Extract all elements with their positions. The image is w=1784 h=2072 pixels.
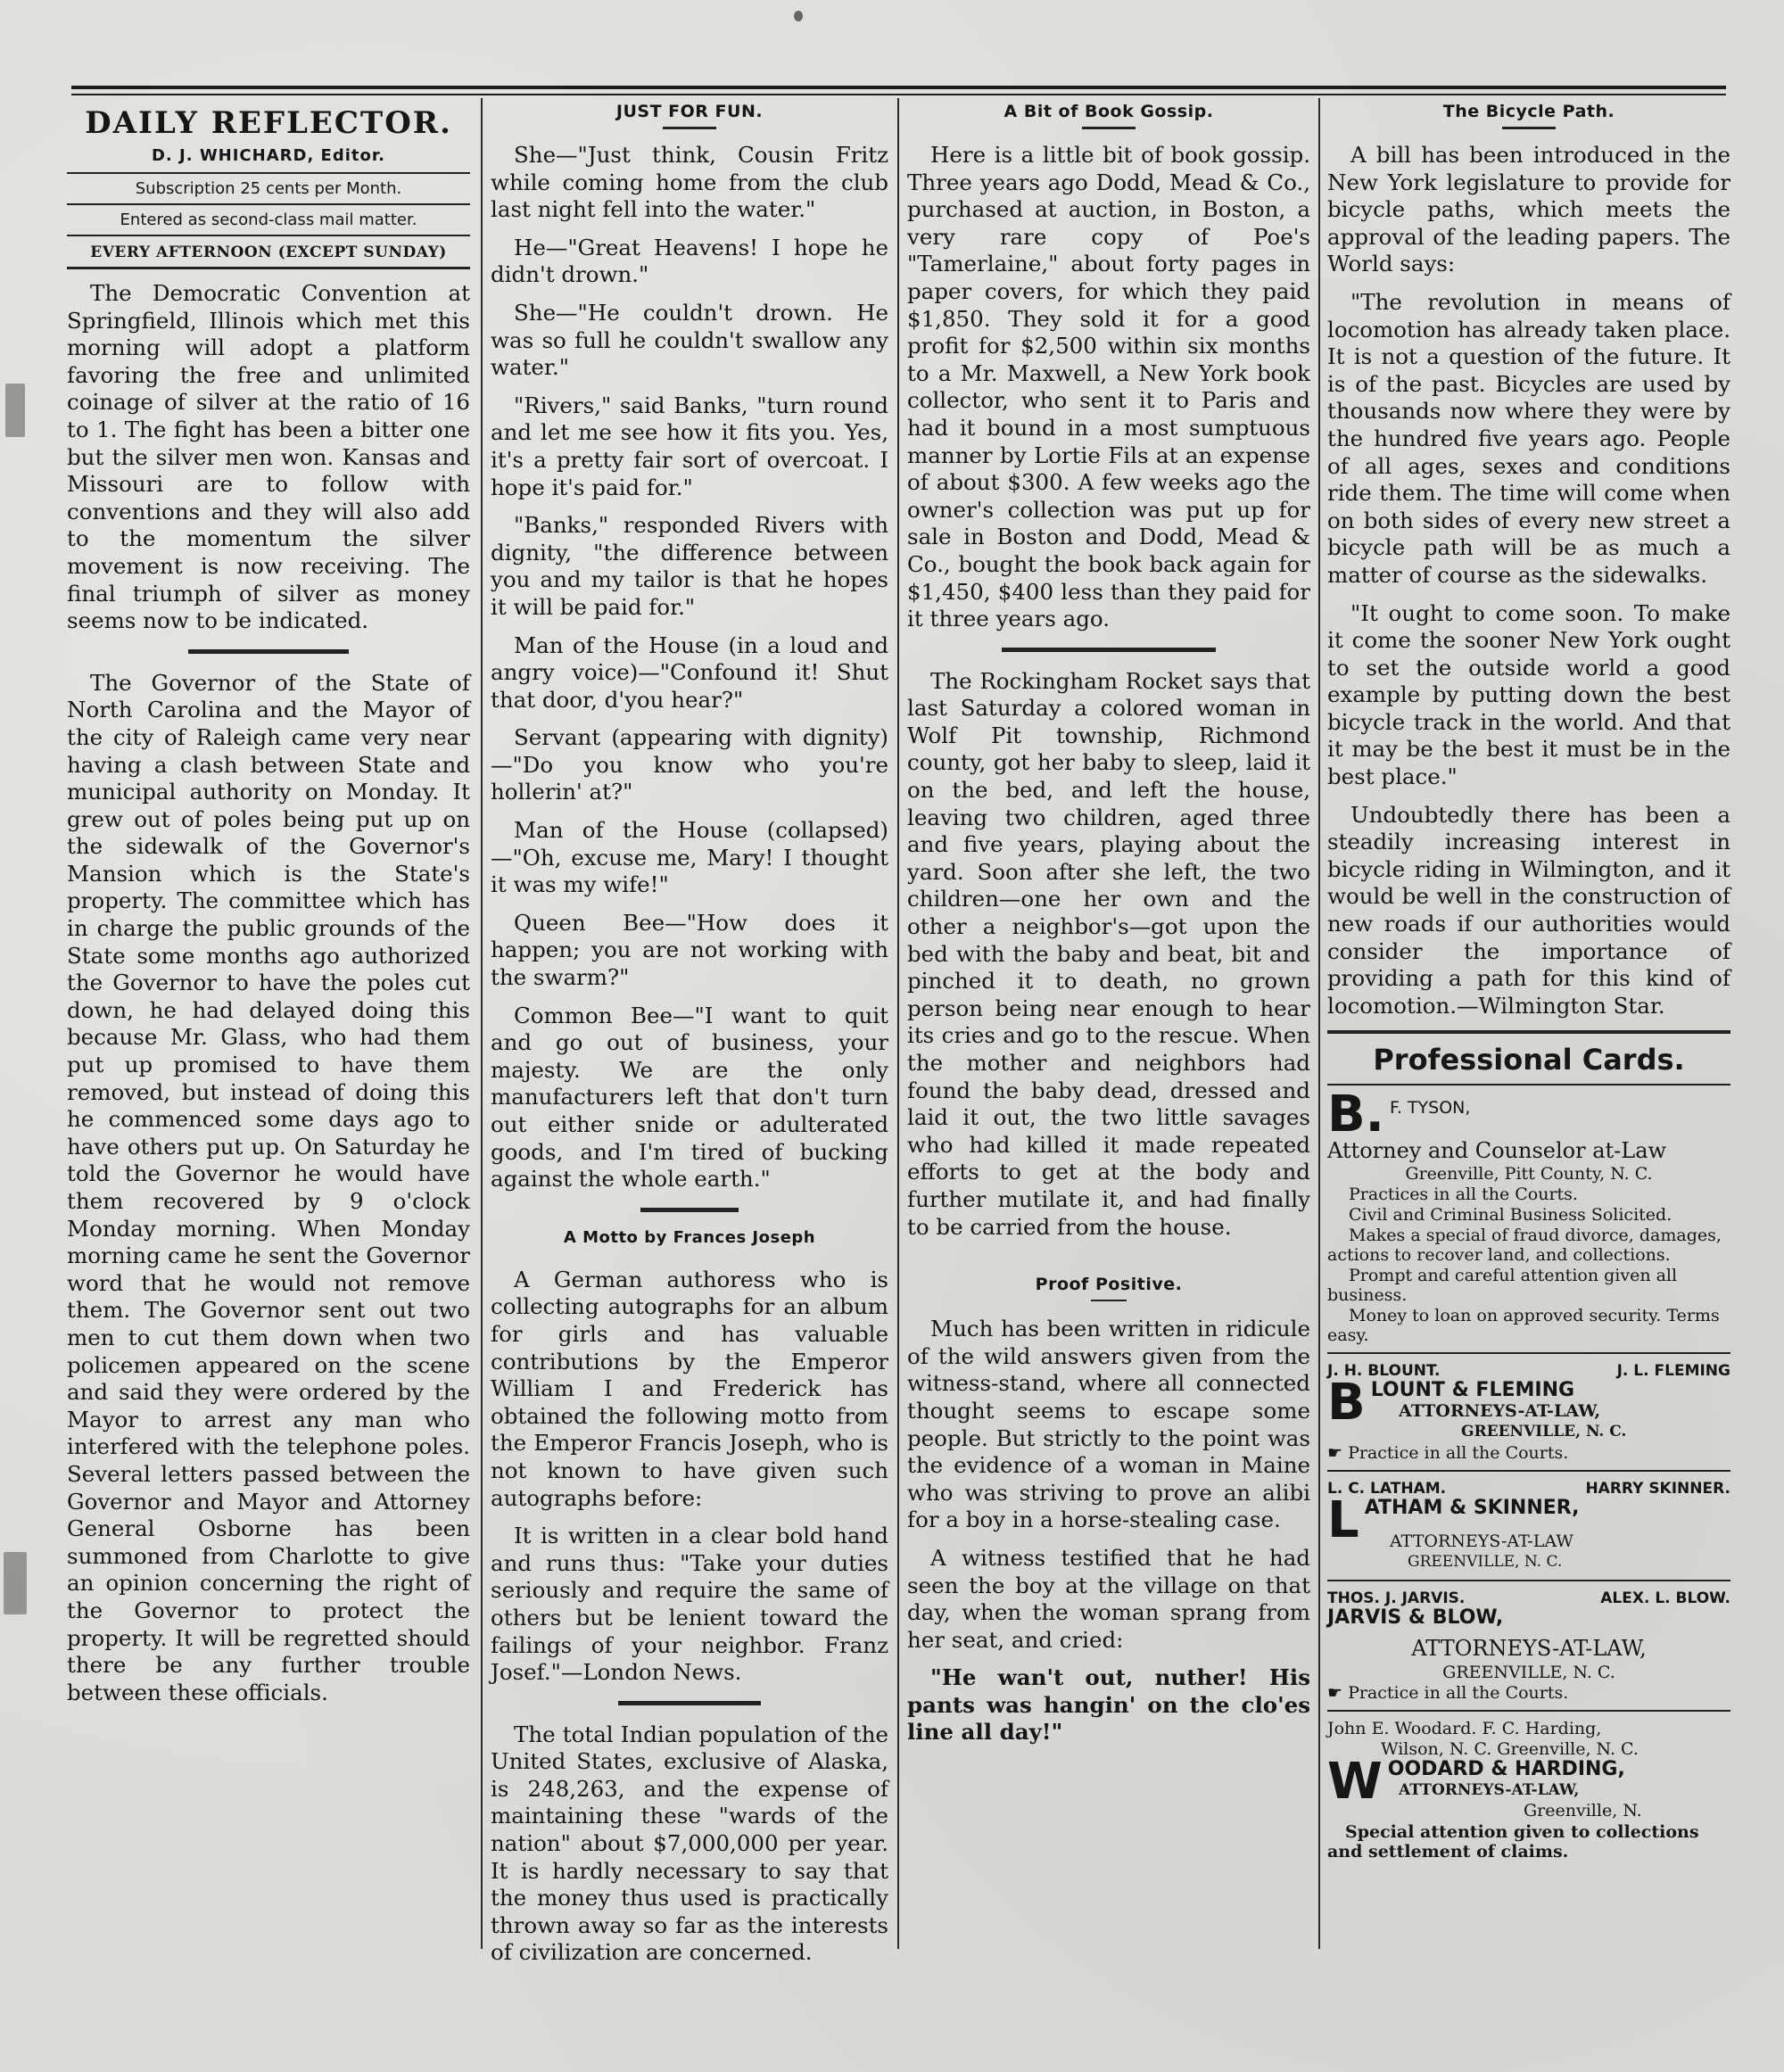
drop-initial: B [1327,1374,1366,1432]
column-4 [1327,98,1730,1862]
card-title: Attorney and Counselor at-Law [1327,1138,1667,1164]
article-indian-population: The total Indian population of the United States, exclusive of Alaska, is 248,263, and the expense of maintaining these "wards of the nation" about $7,000,000 per year. It is hardly necessary to say that the money thus used is practically thrown away so far as the interests of civilization are concerned. [491,1721,888,1966]
heading-rule [663,127,716,129]
card-partner: THOS. J. JARVIS. [1327,1589,1466,1608]
section-rule [1327,1030,1730,1034]
heading-just-for-fun: JUST FOR FUN. [615,102,764,121]
card-firm: LOUNT & FLEMING [1370,1379,1575,1402]
article-motto: A German authoress who is collecting autographs for an album for girls and has valuable contributions by the Emperor William I and Frederick has obtained the following motto from the Emperor Francis Joseph, who is not known to have given such autographs before: [491,1266,888,1511]
card-place: Greenville, N. [1524,1801,1642,1821]
card-line: Money to loan on approved security. Terms easy. [1327,1306,1720,1346]
card-place: GREENVILLE, N. C. [1442,1663,1615,1683]
column-divider [1318,98,1320,1949]
joke-paragraph: "Rivers," said Banks, "turn round and let me see how it fits you. Yes, it's a pretty fair sort of overcoat. I hope it's paid for." [491,392,888,500]
heading-motto: A Motto by Frances Joseph [563,1227,816,1247]
article-governor-mayor: The Governor of the State of North Carolina and the Mayor of the city of Raleigh came very near having a clash between State and municipal authority on Monday. It grew out of poles being put up on the sidewalk of the Governor's Mansion which is the State's property. The committee which has in charge the public grounds of the State some months ago authorized the Governor to have the poles cut down, he had delayed doing this because Mr. Glass, who had them put up promised to have them removed, but instead of doing this he commenced some days ago to have others put up. On Saturday he told the Governor he would have them recovered by 9 o'clock Monday morning. When Monday morning came he sent the Governor word that he would not remove them. The Governor sent out two men to cut them down when two policemen appeared on the scene and said they were ordered by the Mayor to arrest any man who interfered with the telephone poles. Several letters passed between the Governor and Mayor and Attorney General Osborne has been summoned from Charlotte to give an opinion concerning the right of the Governor to protect the property. It will be regretted should there be any further trouble between these officials. [67,669,470,1705]
card-name: F. TYSON, [1389,1098,1471,1119]
joke-paragraph: "Banks," responded Rivers with dignity, "the difference between you and my tailor is that he hopes it will be paid for." [491,512,888,620]
article-proof-positive: A witness testified that he had seen the boy at the village on that day, when the woman sprang from her seat, and cried: [907,1544,1310,1653]
card-rule [1327,1710,1730,1712]
heading-rule [1502,127,1556,129]
top-rule [71,86,1726,89]
card-partners: John E. Woodard. F. C. Harding, [1327,1719,1602,1739]
card-firm: JARVIS & BLOW, [1327,1606,1504,1630]
card-title: ATTORNEYS-AT-LAW, [1399,1781,1580,1800]
heading-rule [1091,1300,1127,1301]
joke-paragraph: She—"He couldn't drown. He was so full he couldn't swallow any water." [491,299,888,381]
card-firm: ATHAM & SKINNER, [1364,1497,1580,1520]
card-woodard-harding [1327,1719,1730,1861]
heading-book-gossip: A Bit of Book Gossip. [1004,102,1214,121]
card-title: ATTORNEYS-AT-LAW [1390,1531,1573,1552]
card-partners [1327,1361,1730,1381]
article-rockingham-rocket: The Rockingham Rocket says that last Saturday a colored woman in Wolf Pit township, Richmond county, got her baby to sleep, laid it on the bed, and left the house, leaving two children, aged three and five years, playing about the yard. Soon after she left, the two children—one her own and the other a neighbor's—got upon the bed with the baby and beat, bit and pinched it to death, no grown person being near enough to hear its cries and go to the rescue. When the mother and neighbors had found the baby dead, dressed and laid it out, the two little savages who had killed it made repeated efforts to get at the body and further mutilate it, and had finally to be carried from the house. [907,667,1310,1240]
article-bicycle-path: Undoubtedly there has been a steadily increasing interest in bicycle riding in Wilmington, and it would be well in the construction of new roads if our authorities would consider the importance of providing a path for this kind of locomotion.—Wilmington Star. [1327,801,1730,1019]
card-note: ☛ Practice in all the Courts. [1327,1683,1569,1704]
card-firm: OODARD & HARDING, [1387,1758,1625,1781]
article-motto-quote: It is written in a clear bold hand and runs thus: "Take your duties seriously and require the same of others but be lenient toward the failings of your neighbor. Franz Josef."—London News. [491,1523,888,1686]
article-silver-convention: The Democratic Convention at Springfield, Illinois which met this morning will adopt a platform favoring the free and unlimited coinage of silver at the ratio of 16 to 1. The fight has been a bitter one but the silver men won. Kansas and Missouri are to follow with conventions and they will also add to the momentum the silver movement is now receiving. The final triumph of silver as money seems now to be indicated. [67,280,470,634]
article-proof-positive-quote: "He wan't out, nuther! His pants was hangin' on the clo'es line all day!" [907,1664,1310,1746]
column-2 [491,98,888,1977]
column-3 [907,98,1310,1757]
heading-proof-positive: Proof Positive. [1035,1275,1183,1295]
card-latham-skinner [1327,1479,1730,1573]
card-partner: HARRY SKINNER. [1585,1480,1730,1498]
masthead-title: DAILY REFLECTOR. [85,105,452,141]
card-line: Civil and Criminal Business Solicited. [1349,1205,1672,1226]
joke-paragraph: He—"Great Heavens! I hope he didn't drown." [491,234,888,288]
section-separator [618,1701,761,1705]
column-divider [897,98,899,1949]
card-jarvis-blow [1327,1589,1730,1703]
top-rule-thin [71,94,1726,95]
card-rule [1327,1580,1730,1581]
card-rule [1327,1352,1730,1354]
card-place: GREENVILLE, N. C. [1461,1423,1627,1441]
card-rule [1327,1470,1730,1472]
card-partners [1327,1479,1730,1498]
drop-initial: B. [1327,1086,1384,1144]
card-partner: ALEX. L. BLOW. [1600,1589,1730,1608]
article-proof-positive: Much has been written in ridicule of the wild answers given from the witness-stand, where all connected thought seems to escape some people. But strictly to the point was the evidence of a woman in Maine who was striving to prove an alibi for a boy in a horse-stealing case. [907,1316,1310,1533]
column-1 [67,98,470,1717]
heading-rule [1082,127,1136,129]
professional-cards-heading: Professional Cards. [1373,1043,1685,1077]
masthead-entered: Entered as second-class mail matter. [120,211,417,229]
section-separator [640,1208,739,1212]
article-bicycle-path: "It ought to come soon. To make it come the sooner New York ought to set the outside world a good example by putting down the best bicycle track in the world. And that it may be the best it must be in the best place." [1327,599,1730,790]
joke-paragraph: Queen Bee—"How does it happen; you are not working with the swarm?" [491,909,888,991]
column-divider [481,98,483,1949]
card-place: Greenville, Pitt County, N. C. [1405,1164,1653,1185]
card-partner: L. C. LATHAM. [1327,1480,1447,1498]
card-partner: J. H. BLOUNT. [1327,1362,1441,1381]
joke-paragraph: Servant (appearing with dignity)—"Do you know who you're hollerin' at?" [491,724,888,805]
article-book-gossip: Here is a little bit of book gossip. Three years ago Dodd, Mead & Co., purchased at auction, in Boston, a very rare copy of Poe's "Tamerlaine," about forty pages in paper covers, for which they paid $1,850. They sold it for a good profit for $2,500 within six months to a Mr. Maxwell, a New York book collector, who sent it to Paris and had it bound in a most sumptuous manner by Lortie Fils at an expense of about $300. A few weeks ago the owner's collection was put up for sale in Boston and Dodd, Mead & Co., bought the book back again for $1,450, $400 less than they paid for it three years ago. [907,142,1310,632]
masthead-rule [67,267,470,269]
article-bicycle-path: A bill has been introduced in the New York legislature to provide for bicycle paths, which meets the approval of the leading papers. The World says: [1327,142,1730,277]
masthead-rule [67,172,470,174]
masthead-rule [67,203,470,205]
card-title: ATTORNEYS-AT-LAW, [1411,1636,1647,1662]
drop-initial: L [1327,1491,1359,1550]
joke-paragraph: She—"Just think, Cousin Fritz while coming home from the club last night fell into the water." [491,142,888,223]
masthead-schedule: EVERY AFTERNOON (EXCEPT SUNDAY) [90,244,447,261]
scan-speck [4,1552,27,1614]
joke-paragraph: Man of the House (in a loud and angry voice)—"Confound it! Shut that door, d'you hear?" [491,632,888,713]
article-bicycle-path: "The revolution in means of locomotion has already taken place. It is not a question of the future. It is of the past. Bicycles are used by thousands now where they were by the hundred five years ago. People of all ages, sexes and conditions ride them. The time will come when on both sides of every new street a bicycle path will be as much a matter of course as the sidewalks. [1327,288,1730,588]
section-separator [188,649,349,654]
card-line: Practices in all the Courts. [1349,1185,1578,1205]
card-line: Makes a special of fraud divorce, damages, actions to recover land, and collections. [1327,1226,1722,1266]
masthead-subscription: Subscription 25 cents per Month. [135,179,402,198]
joke-paragraph: Man of the House (collapsed)—"Oh, excuse me, Mary! I thought it was my wife!" [491,817,888,898]
card-line: Prompt and careful attention given all business. [1327,1266,1678,1306]
section-rule [1327,1084,1730,1086]
card-blount-fleming [1327,1361,1730,1463]
card-note: Special attention given to collections and settlement of claims. [1327,1822,1699,1862]
scan-speck [5,384,25,437]
card-partner: J. L. FLEMING [1616,1362,1730,1381]
joke-paragraph: Common Bee—"I want to quit and go out of business, your majesty. We are the only manufacturers left that don't turn out either snide or adulterated goods, and I'm tired of bucking against the whole earth." [491,1002,888,1193]
scan-speck [794,11,803,21]
card-partners [1327,1589,1730,1608]
card-title: ATTORNEYS-AT-LAW, [1399,1401,1601,1422]
heading-bicycle-path: The Bicycle Path. [1442,102,1615,121]
masthead-editor: D. J. WHICHARD, Editor. [151,146,386,165]
section-separator [1002,648,1216,652]
card-tyson [1327,1086,1730,1346]
card-partners: Wilson, N. C. Greenville, N. C. [1381,1739,1639,1760]
masthead-rule [67,235,470,236]
drop-initial: W [1327,1753,1383,1812]
card-note: ☛ Practice in all the Courts. [1327,1443,1569,1464]
card-place: GREENVILLE, N. C. [1408,1553,1563,1572]
